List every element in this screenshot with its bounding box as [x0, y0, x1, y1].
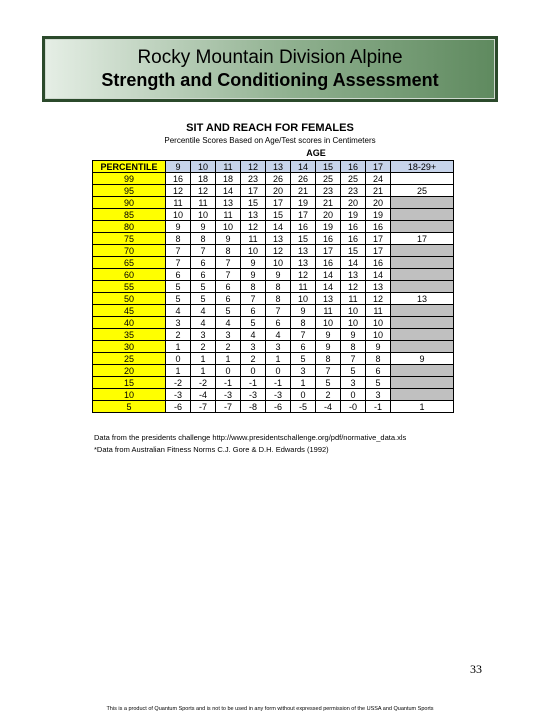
score-cell: -2	[166, 377, 191, 389]
banner-title-line2: Strength and Conditioning Assessment	[101, 70, 439, 90]
score-cell: 14	[316, 281, 341, 293]
percentile-cell: 35	[93, 329, 166, 341]
table-row	[93, 305, 454, 317]
percentile-cell: 80	[93, 221, 166, 233]
score-cell: 11	[191, 197, 216, 209]
adult-score-cell	[391, 257, 454, 269]
score-cell: 17	[366, 245, 391, 257]
score-cell: 6	[216, 293, 241, 305]
score-cell: 3	[266, 341, 291, 353]
adult-score-cell	[391, 269, 454, 281]
score-cell: 14	[316, 269, 341, 281]
score-cell: 10	[366, 317, 391, 329]
percentile-cell: 40	[93, 317, 166, 329]
score-cell: 21	[316, 197, 341, 209]
score-cell: 10	[341, 305, 366, 317]
percentile-cell: 70	[93, 245, 166, 257]
score-cell: 12	[366, 293, 391, 305]
score-cell: 12	[191, 185, 216, 197]
score-cell: 4	[166, 305, 191, 317]
percentile-cell: 99	[93, 173, 166, 185]
score-cell: 25	[341, 173, 366, 185]
score-cell: 8	[191, 233, 216, 245]
source-note: Data from the presidents challenge http://www.presidentschallenge.org/pdf/normative_data.xls	[94, 433, 407, 442]
percentile-header: PERCENTILE	[93, 161, 166, 173]
table-row	[93, 401, 454, 413]
table-row	[93, 209, 454, 221]
score-cell: 1	[166, 341, 191, 353]
adult-score-cell	[391, 377, 454, 389]
score-cell: 9	[241, 257, 266, 269]
table-row	[93, 281, 454, 293]
title-banner	[42, 36, 498, 102]
score-cell: 3	[166, 317, 191, 329]
score-cell: 8	[316, 353, 341, 365]
score-cell: 6	[191, 257, 216, 269]
score-cell: -2	[191, 377, 216, 389]
score-cell: 7	[166, 257, 191, 269]
score-cell: 8	[291, 317, 316, 329]
table-title: SIT AND REACH FOR FEMALES	[186, 122, 354, 134]
score-cell: -5	[291, 401, 316, 413]
score-cell: 10	[216, 221, 241, 233]
score-cell: 10	[166, 209, 191, 221]
score-cell: 0	[241, 365, 266, 377]
score-cell: -1	[366, 401, 391, 413]
score-cell: 12	[291, 269, 316, 281]
score-cell: 0	[166, 353, 191, 365]
adult-score-cell	[391, 317, 454, 329]
score-cell: 12	[341, 281, 366, 293]
score-cell: 6	[366, 365, 391, 377]
score-cell: 13	[291, 257, 316, 269]
score-cell: 1	[166, 365, 191, 377]
page-number: 33	[470, 662, 482, 676]
score-cell: 5	[291, 353, 316, 365]
adult-score-cell	[391, 305, 454, 317]
score-cell: 12	[241, 221, 266, 233]
score-cell: 17	[316, 245, 341, 257]
score-cell: 20	[266, 185, 291, 197]
table-row	[93, 389, 454, 401]
score-cell: 9	[266, 269, 291, 281]
score-cell: 16	[316, 257, 341, 269]
score-cell: 7	[341, 353, 366, 365]
table-row	[93, 341, 454, 353]
score-cell: 9	[191, 221, 216, 233]
score-cell: 16	[316, 233, 341, 245]
score-cell: 4	[266, 329, 291, 341]
score-cell: 19	[316, 221, 341, 233]
score-cell: -6	[166, 401, 191, 413]
score-cell: 24	[366, 173, 391, 185]
score-cell: 10	[316, 317, 341, 329]
adult-score-cell	[391, 281, 454, 293]
score-cell: 7	[291, 329, 316, 341]
score-cell: 19	[366, 209, 391, 221]
score-cell: 5	[366, 377, 391, 389]
score-cell: 21	[366, 185, 391, 197]
score-cell: 13	[316, 293, 341, 305]
score-cell: 5	[341, 365, 366, 377]
percentile-cell: 85	[93, 209, 166, 221]
score-cell: 4	[241, 329, 266, 341]
percentile-cell: 50	[93, 293, 166, 305]
percentile-cell: 5	[93, 401, 166, 413]
table-row	[93, 293, 454, 305]
score-cell: 1	[266, 353, 291, 365]
table-row	[93, 245, 454, 257]
score-cell: 5	[241, 317, 266, 329]
score-cell: 19	[341, 209, 366, 221]
score-cell: 16	[166, 173, 191, 185]
score-cell: 1	[191, 365, 216, 377]
score-cell: 13	[341, 269, 366, 281]
percentile-cell: 30	[93, 341, 166, 353]
percentile-cell: 45	[93, 305, 166, 317]
score-cell: 15	[341, 245, 366, 257]
score-cell: -4	[316, 401, 341, 413]
score-cell: 4	[191, 317, 216, 329]
score-cell: 17	[291, 209, 316, 221]
banner-title-line1: Rocky Mountain Division Alpine	[137, 47, 403, 68]
adult-score-cell: 9	[391, 353, 454, 365]
score-cell: 17	[241, 185, 266, 197]
age-header-cell: 9	[166, 161, 191, 173]
table-row	[93, 197, 454, 209]
score-cell: 11	[316, 305, 341, 317]
score-cell: -8	[241, 401, 266, 413]
score-cell: 7	[316, 365, 341, 377]
score-cell: -4	[191, 389, 216, 401]
score-cell: 1	[191, 353, 216, 365]
score-cell: 3	[341, 377, 366, 389]
table-row	[93, 317, 454, 329]
score-cell: -7	[191, 401, 216, 413]
age-header-cell: 11	[216, 161, 241, 173]
adult-score-cell	[391, 365, 454, 377]
score-cell: 9	[166, 221, 191, 233]
score-cell: 6	[291, 341, 316, 353]
score-cell: 0	[341, 389, 366, 401]
score-cell: 9	[316, 329, 341, 341]
score-cell: 10	[191, 209, 216, 221]
score-cell: 26	[266, 173, 291, 185]
percentile-cell: 75	[93, 233, 166, 245]
percentile-cell: 55	[93, 281, 166, 293]
score-cell: 19	[291, 197, 316, 209]
score-cell: -7	[216, 401, 241, 413]
score-cell: 6	[241, 305, 266, 317]
table-row	[93, 185, 454, 197]
adult-score-cell	[391, 173, 454, 185]
score-cell: 5	[166, 293, 191, 305]
score-cell: 13	[291, 245, 316, 257]
score-cell: 4	[191, 305, 216, 317]
table-row	[93, 257, 454, 269]
score-cell: 25	[316, 173, 341, 185]
score-cell: 12	[266, 245, 291, 257]
score-cell: 0	[216, 365, 241, 377]
footnote: *Data from Australian Fitness Norms C.J. Gore & D.H. Edwards (1992)	[94, 445, 329, 454]
table-row	[93, 353, 454, 365]
score-cell: -1	[266, 377, 291, 389]
score-cell: 16	[341, 221, 366, 233]
score-cell: 13	[241, 209, 266, 221]
score-cell: 7	[241, 293, 266, 305]
score-cell: 6	[266, 317, 291, 329]
score-cell: 16	[366, 221, 391, 233]
score-cell: 14	[341, 257, 366, 269]
score-cell: 8	[216, 245, 241, 257]
score-cell: -1	[241, 377, 266, 389]
percentile-cell: 10	[93, 389, 166, 401]
score-cell: 10	[241, 245, 266, 257]
score-cell: 16	[291, 221, 316, 233]
score-cell: 9	[316, 341, 341, 353]
score-cell: 4	[216, 317, 241, 329]
score-cell: 9	[366, 341, 391, 353]
score-cell: 12	[166, 185, 191, 197]
adult-score-cell: 17	[391, 233, 454, 245]
score-cell: 7	[191, 245, 216, 257]
score-cell: 3	[216, 329, 241, 341]
table-row	[93, 269, 454, 281]
score-cell: 6	[216, 281, 241, 293]
title-banner-inner	[45, 39, 495, 99]
score-cell: 23	[316, 185, 341, 197]
score-cell: -3	[166, 389, 191, 401]
table-row	[93, 365, 454, 377]
score-cell: 15	[266, 209, 291, 221]
score-cell: 9	[241, 269, 266, 281]
score-cell: 20	[366, 197, 391, 209]
score-cell: 7	[216, 257, 241, 269]
score-cell: 5	[191, 281, 216, 293]
score-cell: 7	[166, 245, 191, 257]
score-cell: -3	[216, 389, 241, 401]
score-cell: 0	[266, 365, 291, 377]
score-cell: 14	[266, 221, 291, 233]
age-header-cell: 18-29+	[391, 161, 454, 173]
score-cell: 17	[366, 233, 391, 245]
score-cell: 2	[166, 329, 191, 341]
adult-score-cell: 13	[391, 293, 454, 305]
score-cell: 5	[316, 377, 341, 389]
score-cell: 20	[316, 209, 341, 221]
score-cell: 5	[166, 281, 191, 293]
score-cell: 6	[191, 269, 216, 281]
score-cell: 8	[266, 281, 291, 293]
score-cell: -0	[341, 401, 366, 413]
percentile-table	[92, 160, 454, 413]
score-cell: 9	[216, 233, 241, 245]
score-cell: 11	[241, 233, 266, 245]
score-cell: 7	[266, 305, 291, 317]
score-cell: 21	[291, 185, 316, 197]
score-cell: 9	[341, 329, 366, 341]
score-cell: 3	[241, 341, 266, 353]
score-cell: 10	[291, 293, 316, 305]
table-row	[93, 173, 454, 185]
score-cell: 17	[266, 197, 291, 209]
score-cell: 11	[341, 293, 366, 305]
score-cell: -1	[216, 377, 241, 389]
score-cell: 6	[166, 269, 191, 281]
adult-score-cell	[391, 245, 454, 257]
score-cell: 2	[241, 353, 266, 365]
score-cell: 11	[166, 197, 191, 209]
score-cell: 13	[216, 197, 241, 209]
score-cell: -3	[241, 389, 266, 401]
score-cell: 15	[241, 197, 266, 209]
score-cell: 8	[341, 341, 366, 353]
score-cell: 26	[291, 173, 316, 185]
percentile-cell: 20	[93, 365, 166, 377]
score-cell: 23	[241, 173, 266, 185]
score-cell: 8	[241, 281, 266, 293]
score-cell: 11	[291, 281, 316, 293]
score-cell: 8	[166, 233, 191, 245]
percentile-cell: 25	[93, 353, 166, 365]
percentile-cell: 65	[93, 257, 166, 269]
age-header-cell: 10	[191, 161, 216, 173]
adult-score-cell: 25	[391, 185, 454, 197]
score-cell: 8	[266, 293, 291, 305]
score-cell: 11	[216, 209, 241, 221]
score-cell: 16	[341, 233, 366, 245]
table-row	[93, 329, 454, 341]
table-row	[93, 233, 454, 245]
score-cell: 2	[316, 389, 341, 401]
score-cell: -6	[266, 401, 291, 413]
age-header-cell: 13	[266, 161, 291, 173]
percentile-cell: 15	[93, 377, 166, 389]
table-row	[93, 377, 454, 389]
score-cell: 13	[266, 233, 291, 245]
adult-score-cell	[391, 389, 454, 401]
score-cell: 9	[291, 305, 316, 317]
score-cell: 5	[216, 305, 241, 317]
age-header-cell: 14	[291, 161, 316, 173]
percentile-cell: 60	[93, 269, 166, 281]
percentile-cell: 90	[93, 197, 166, 209]
percentile-cell: 95	[93, 185, 166, 197]
score-cell: 1	[216, 353, 241, 365]
age-header-cell: 17	[366, 161, 391, 173]
table-row	[93, 221, 454, 233]
adult-score-cell	[391, 221, 454, 233]
adult-score-cell: 1	[391, 401, 454, 413]
score-cell: 18	[191, 173, 216, 185]
score-cell: 11	[366, 305, 391, 317]
age-header-cell: 15	[316, 161, 341, 173]
age-label: AGE	[306, 148, 326, 158]
score-cell: 3	[191, 329, 216, 341]
score-cell: 18	[216, 173, 241, 185]
score-cell: 3	[366, 389, 391, 401]
score-cell: 13	[366, 281, 391, 293]
score-cell: 14	[366, 269, 391, 281]
score-cell: 10	[266, 257, 291, 269]
age-header-cell: 12	[241, 161, 266, 173]
score-cell: 1	[291, 377, 316, 389]
score-cell: 3	[291, 365, 316, 377]
score-cell: 14	[216, 185, 241, 197]
score-cell: 2	[191, 341, 216, 353]
adult-score-cell	[391, 341, 454, 353]
score-cell: -3	[266, 389, 291, 401]
adult-score-cell	[391, 329, 454, 341]
score-cell: 2	[216, 341, 241, 353]
score-cell: 8	[366, 353, 391, 365]
age-header-cell: 16	[341, 161, 366, 173]
score-cell: 23	[341, 185, 366, 197]
score-cell: 0	[291, 389, 316, 401]
adult-score-cell	[391, 209, 454, 221]
score-cell: 10	[341, 317, 366, 329]
score-cell: 15	[291, 233, 316, 245]
score-cell: 5	[191, 293, 216, 305]
adult-score-cell	[391, 197, 454, 209]
score-cell: 7	[216, 269, 241, 281]
score-cell: 20	[341, 197, 366, 209]
score-cell: 16	[366, 257, 391, 269]
table-header-row	[93, 161, 454, 173]
score-cell: 10	[366, 329, 391, 341]
table-subtitle: Percentile Scores Based on Age/Test scores in Centimeters	[164, 136, 376, 145]
copyright-footer: This is a product of Quantum Sports and is not to be used in any form without expressed permission of the USSA and Quantum Sports	[106, 706, 434, 712]
